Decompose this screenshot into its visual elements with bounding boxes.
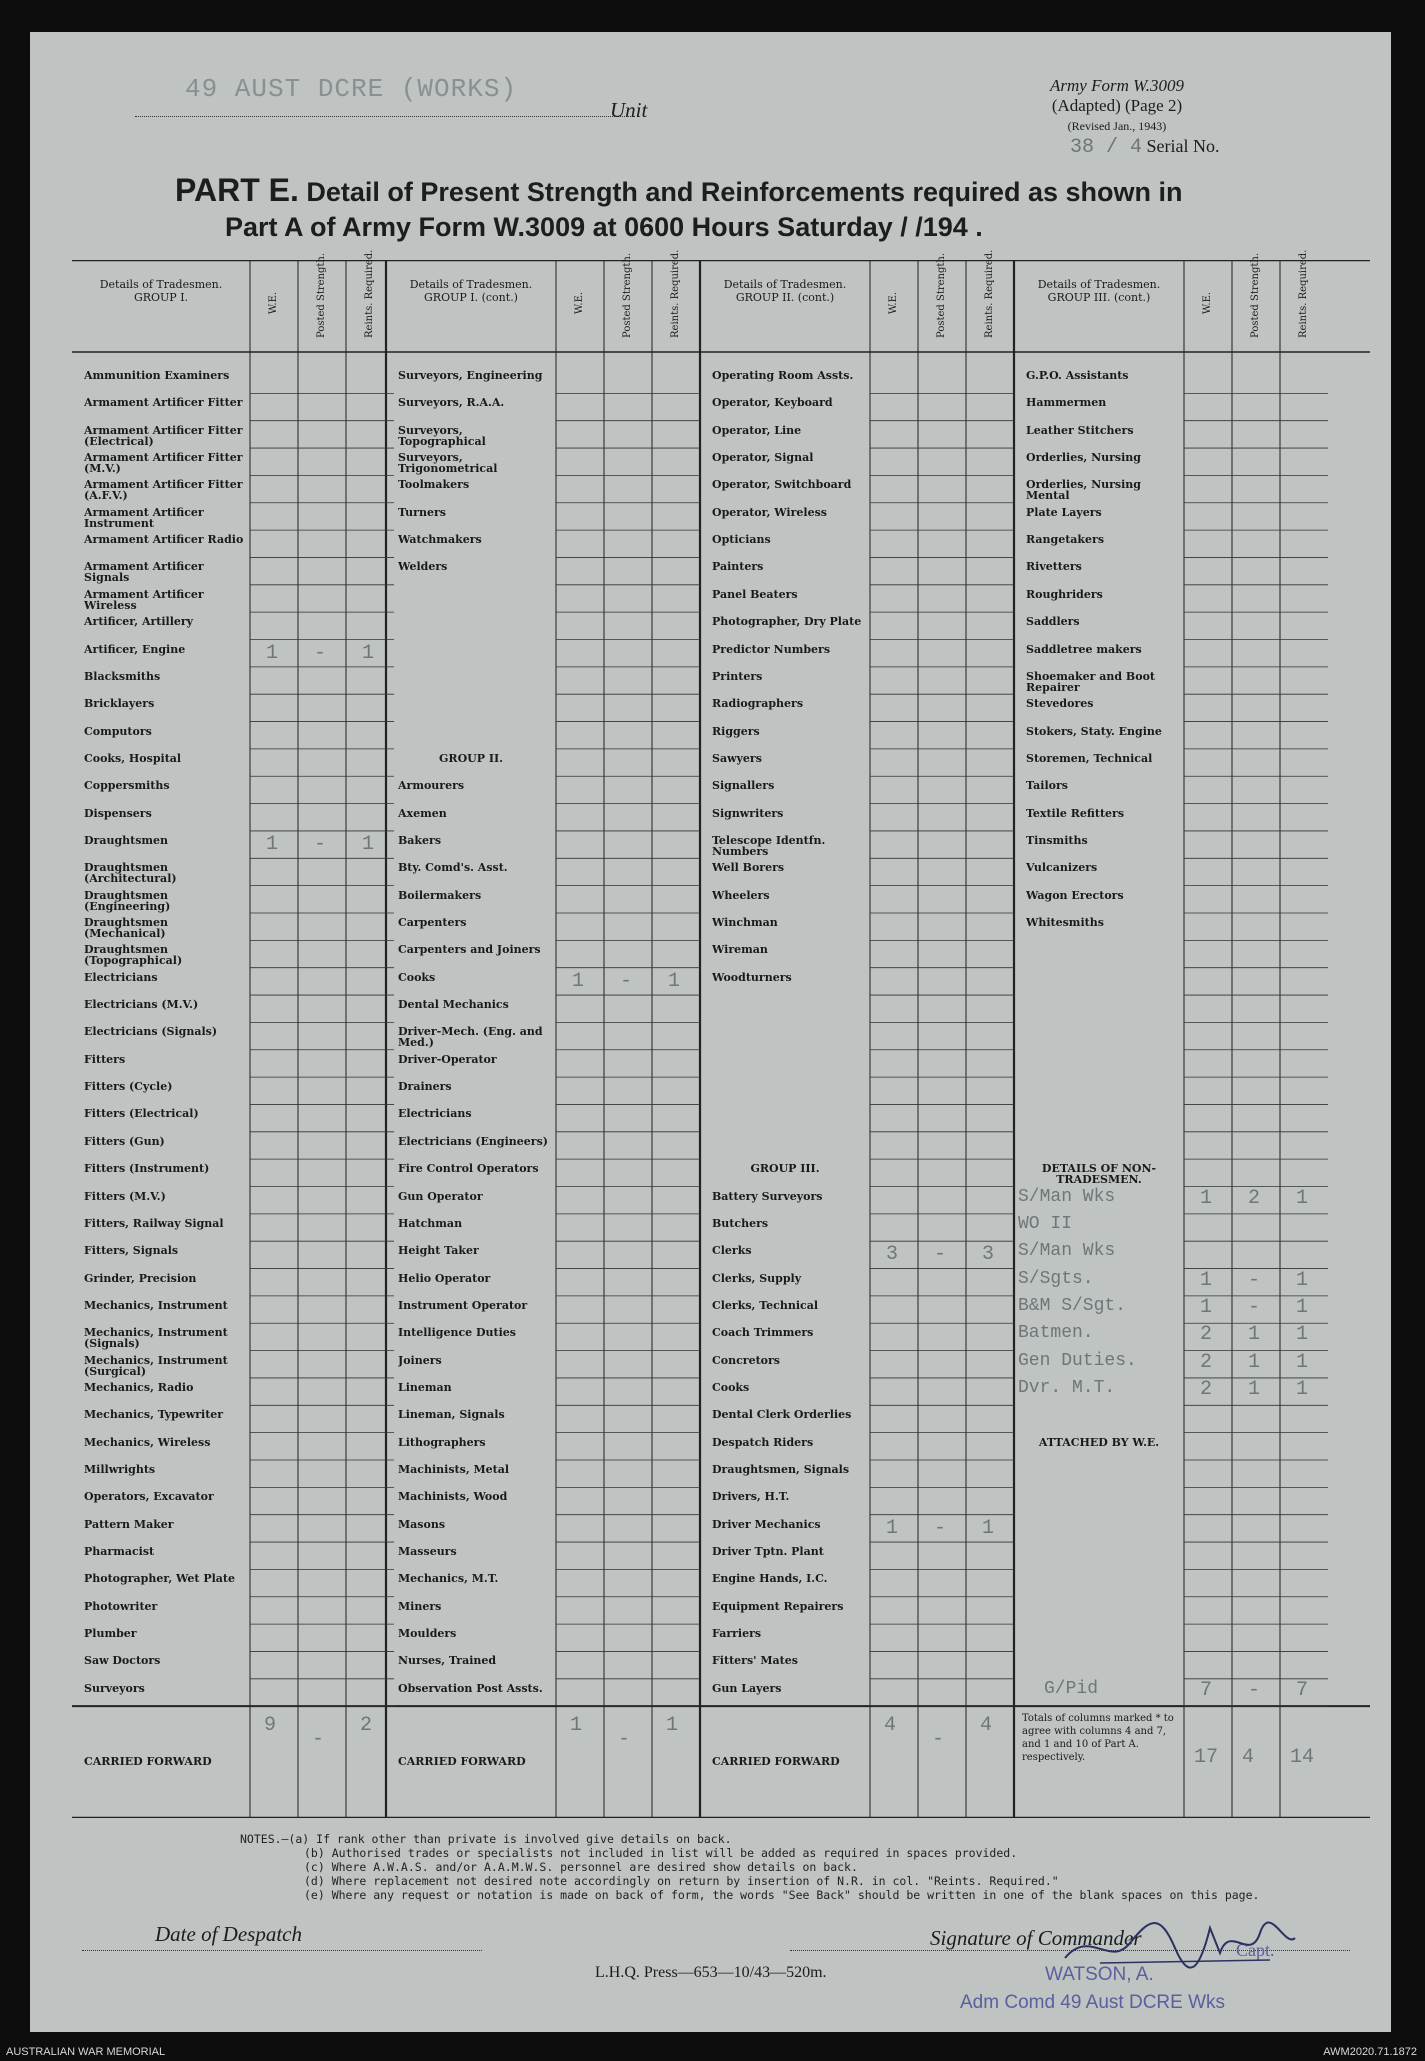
trade-row-label: Driver-Mech. (Eng. and Med.) [398, 1026, 543, 1050]
trade-row-label: Surveyors, R.A.A. [398, 397, 505, 410]
trade-row-label: Mechanics, Instrument (Surgical) [84, 1354, 228, 1378]
non-tradesman-value: 1 [1248, 1350, 1261, 1374]
trade-row-label: Battery Surveyors [712, 1190, 823, 1203]
trade-row-label: Farriers [712, 1628, 762, 1641]
typed-entry: - [314, 641, 327, 665]
unit-value: 49 AUST DCRE (WORKS) [185, 74, 518, 104]
trade-row-label: Cooks [398, 971, 436, 984]
non-tradesman-value: 1 [1296, 1268, 1309, 1292]
trade-row-label: Armament Artificer Fitter (M.V.) [84, 452, 243, 476]
trade-row-label: Rivetters [1026, 561, 1082, 574]
carried-forward-value: 1 [570, 1714, 583, 1738]
serial-value: 38 / 4 [1070, 136, 1143, 159]
non-tradesman-label: G/Pid [1044, 1678, 1099, 1699]
trade-row-label: Fire Control Operators [398, 1163, 539, 1176]
column-header-reints: Reints. Required. [984, 249, 995, 338]
trade-row-label: Axemen [398, 807, 447, 820]
trade-row-label: Miners [398, 1600, 442, 1613]
trade-row-label: Gun Layers [712, 1682, 782, 1695]
trade-row-label: Operator, Signal [712, 452, 814, 465]
typed-entry: 1 [668, 969, 681, 993]
trade-row-label: Observation Post Assts. [398, 1682, 543, 1695]
typed-entry: - [314, 832, 327, 856]
column-header-posted: Posted Strength. [316, 252, 327, 338]
column-header-reints: Reints. Required. [1298, 249, 1309, 338]
trade-row-label: Computors [84, 725, 152, 738]
carried-forward-value: 4 [980, 1714, 993, 1738]
trade-row-label: Joiners [398, 1354, 442, 1367]
signature-label: Signature of Commander [930, 1926, 1142, 1950]
trade-row-label: Fitters, Railway Signal [84, 1217, 224, 1230]
trade-row-label: Orderlies, Nursing Mental [1026, 479, 1141, 503]
printer-imprint: L.H.Q. Press—653—10/43—520m. [595, 1964, 827, 1981]
trade-row-label: Woodturners [712, 971, 792, 984]
archive-caption-left: AUSTRALIAN WAR MEMORIAL [6, 2046, 166, 2058]
form-number-block [1050, 76, 1184, 136]
trade-row-label: Intelligence Duties [398, 1327, 516, 1340]
typed-entry: 1 [362, 832, 375, 856]
column-group-header: Details of Tradesmen. GROUP II. (cont.) [723, 278, 847, 304]
trade-row-label: Driver Tptn. Plant [712, 1546, 824, 1559]
group-heading: ATTACHED BY W.E. [1038, 1436, 1160, 1449]
typed-entry: 1 [266, 832, 279, 856]
form-line-3: (Revised Jan., 1943) [1067, 119, 1167, 133]
non-tradesman-value: 1 [1248, 1377, 1261, 1401]
non-tradesman-value: 1 [1296, 1323, 1309, 1347]
trade-row-label: Whitesmiths [1026, 917, 1104, 929]
totals-note: Totals of columns marked * to agree with columns 4 and 7, and 1 and 10 of Part A. respectively. [1022, 1713, 1174, 1764]
typed-entry: 3 [886, 1243, 899, 1267]
trade-row-label: Operator, Keyboard [712, 397, 833, 410]
trade-row-label: Dental Mechanics [398, 999, 509, 1012]
non-tradesman-value: 1 [1200, 1295, 1213, 1319]
group-heading: GROUP II. [439, 752, 503, 765]
trade-row-label: Boilermakers [398, 889, 482, 902]
unit-label: Unit [610, 98, 648, 122]
trade-row-label: Storemen, Technical [1026, 752, 1153, 765]
trade-row-label: Dispensers [84, 807, 152, 820]
trade-row-label: Machinists, Metal [398, 1464, 510, 1476]
trade-row-label: Toolmakers [398, 479, 470, 492]
trade-row-label: Mechanics, Instrument (Signals) [84, 1327, 228, 1351]
title-line-2: Part A of Army Form W.3009 at 0600 Hours Saturday / /194 . [225, 212, 983, 242]
date-line [82, 1950, 482, 1951]
carried-forward-value: 9 [264, 1714, 277, 1738]
trade-row-label: Saddletree makers [1026, 643, 1142, 656]
trade-row-label: Draughtsmen (Engineering) [84, 889, 171, 913]
column-header-we: W.E. [888, 291, 899, 315]
trade-row-label: Mechanics, M.T. [398, 1573, 499, 1586]
non-tradesman-label: Dvr. M.T. [1018, 1377, 1116, 1398]
serial-label: Serial No. [1146, 136, 1220, 156]
trade-row-label: Lineman, Signals [398, 1409, 505, 1422]
title-text: Detail of Present Strength and Reinforcements required as shown in [298, 177, 1183, 207]
trade-row-label: Wheelers [712, 889, 770, 902]
trade-row-label: Driver Mechanics [712, 1518, 821, 1531]
trade-row-label: Artificer, Artillery [84, 616, 194, 629]
trade-row-label: Bricklayers [84, 698, 155, 711]
trade-row-label: Welders [398, 561, 448, 574]
trade-row-label: Gun Operator [398, 1190, 483, 1203]
trade-row-label: Electricians [84, 971, 158, 984]
trade-row-label: Wireman [712, 944, 768, 957]
non-tradesman-value: 2 [1248, 1186, 1261, 1210]
non-tradesman-value: 2 [1200, 1377, 1213, 1401]
trade-row-label: Electricians (M.V.) [84, 999, 199, 1012]
trade-row-label: Engine Hands, I.C. [712, 1573, 828, 1586]
typed-entry: 1 [572, 969, 585, 993]
trade-row-label: Armourers [398, 780, 465, 793]
typed-entry: 1 [982, 1516, 995, 1540]
trade-row-label: Predictor Numbers [712, 643, 831, 656]
trade-row-label: Carpenters and Joiners [398, 944, 541, 957]
trade-row-label: Printers [712, 670, 763, 683]
trade-row-label: Plate Layers [1026, 506, 1102, 519]
serial-number [1070, 136, 1220, 159]
trade-row-label: Well Borers [712, 862, 785, 875]
column-group-header: Details of Tradesmen. GROUP I. (cont.) [409, 278, 533, 304]
trade-row-label: Fitters (M.V.) [84, 1190, 166, 1203]
column-header-posted: Posted Strength. [1250, 252, 1261, 338]
trade-row-label: Roughriders [1026, 588, 1103, 601]
carried-forward-value: 1 [666, 1714, 679, 1738]
trade-row-label: Fitters (Gun) [84, 1135, 165, 1148]
trade-row-label: Clerks, Technical [712, 1299, 818, 1312]
carried-forward-total: 4 [1242, 1746, 1255, 1770]
trade-row-label: Drivers, H.T. [712, 1491, 790, 1504]
trade-row-label: Millwrights [84, 1464, 156, 1476]
trade-row-label: Stevedores [1026, 698, 1094, 711]
trade-row-label: Helio Operator [398, 1272, 491, 1285]
column-group-header: Details of Tradesmen. GROUP I. [99, 278, 223, 304]
note-e: (e) Where any request or notation is made on back of form, the words "See Back" should be written in one of the blank spaces on this page. [304, 1888, 1260, 1902]
trade-row-label: Vulcanizers [1026, 862, 1098, 875]
trade-row-label: Drainers [398, 1081, 452, 1094]
title-line-1 [175, 172, 1183, 209]
trade-row-label: Operator, Switchboard [712, 479, 852, 492]
trade-row-label: Armament Artificer Fitter [84, 397, 243, 410]
trade-row-label: Draughtsmen (Mechanical) [84, 917, 169, 940]
trade-row-label: Mechanics, Wireless [84, 1436, 211, 1449]
trade-row-label: Electricians (Signals) [84, 1026, 218, 1039]
trade-row-label: Draughtsmen, Signals [712, 1464, 850, 1476]
trade-row-label: G.P.O. Assistants [1026, 370, 1129, 382]
trade-row-label: Pattern Maker [84, 1518, 174, 1531]
typed-entry: 1 [362, 641, 375, 665]
column-group-header: Details of Tradesmen. GROUP III. (cont.) [1037, 278, 1161, 304]
typed-entry: - [620, 969, 633, 993]
non-tradesman-label: S/Sgts. [1018, 1268, 1094, 1289]
trade-row-label: Tinsmiths [1026, 834, 1088, 847]
trade-row-label: Dental Clerk Orderlies [712, 1409, 852, 1422]
trade-row-label: Masseurs [398, 1546, 457, 1559]
trade-row-label: Coppersmiths [84, 780, 170, 793]
trade-row-label: Masons [398, 1518, 446, 1531]
trade-row-label: Pharmacist [84, 1546, 155, 1559]
note-a: NOTES.—(a) If rank other than private is involved give details on back. [240, 1832, 732, 1846]
trade-row-label: Bakers [398, 834, 442, 847]
carried-forward-value: - [312, 1728, 325, 1752]
notes-block [240, 1832, 1259, 1902]
non-tradesman-value: - [1248, 1268, 1261, 1292]
trade-row-label: Clerks, Supply [712, 1272, 802, 1285]
trade-row-label: Lineman [398, 1381, 452, 1394]
trade-row-label: Signwriters [712, 807, 784, 820]
trade-row-label: Lithographers [398, 1436, 486, 1449]
trade-row-label: Coach Trimmers [712, 1327, 814, 1340]
trade-row-label: Draughtsmen (Topographical) [84, 944, 183, 968]
trade-row-label: Moulders [398, 1628, 457, 1641]
non-tradesman-label: S/Man Wks [1018, 1186, 1116, 1207]
trade-row-label: Operators, Excavator [84, 1491, 214, 1504]
group-heading: DETAILS OF NON-TRADESMEN. [1041, 1163, 1157, 1187]
trade-row-label: Saddlers [1026, 616, 1080, 629]
trade-row-label: Fitters (Cycle) [84, 1081, 173, 1094]
non-tradesman-value: - [1248, 1295, 1261, 1319]
carried-forward-value: 4 [884, 1714, 897, 1738]
non-tradesman-value: 1 [1248, 1323, 1261, 1347]
group-heading: GROUP III. [750, 1163, 820, 1176]
trade-row-label: Watchmakers [398, 534, 482, 547]
trade-row-label: Bty. Comd's. Asst. [398, 862, 508, 875]
trade-row-label: Stokers, Staty. Engine [1026, 725, 1162, 738]
rank-label: Capt. [1236, 1940, 1275, 1960]
trade-row-label: Artificer, Engine [84, 643, 186, 656]
trade-row-label: Sawyers [712, 752, 762, 765]
trade-row-label: Electricians (Engineers) [398, 1135, 548, 1148]
note-c: (c) Where A.W.A.S. and/or A.A.M.W.S. personnel are desired show details on back. [304, 1860, 858, 1874]
trade-row-label: Painters [712, 561, 764, 574]
note-b: (b) Authorised trades or specialists not included in list will be added as required in spaces provided. [304, 1846, 1018, 1860]
column-header-reints: Reints. Required. [364, 249, 375, 338]
non-tradesman-value: 7 [1296, 1678, 1309, 1702]
carried-forward-value: - [932, 1728, 945, 1752]
trade-row-label: Draughtsmen [84, 834, 169, 847]
trade-row-label: Draughtsmen (Architectural) [84, 862, 177, 886]
form-line-2: (Adapted) (Page 2) [1051, 96, 1183, 115]
trade-row-label: Despatch Riders [712, 1436, 814, 1449]
carried-forward-value: - [618, 1728, 631, 1752]
trade-row-label: Plumber [84, 1628, 137, 1641]
note-d: (d) Where replacement not desired note accordingly on return by insertion of N.R. in col. "Reints. Required." [304, 1874, 1059, 1888]
trade-row-label: Armament Artificer Fitter (Electrical) [84, 424, 243, 448]
non-tradesman-value: 1 [1296, 1295, 1309, 1319]
non-tradesman-label: B&M S/Sgt. [1018, 1295, 1127, 1316]
trade-row-label: Photographer, Dry Plate [712, 616, 862, 629]
unit-dotted-line [135, 116, 635, 117]
trade-row-label: Height Taker [398, 1245, 479, 1258]
non-tradesman-value: 1 [1296, 1377, 1309, 1401]
date-of-despatch-label: Date of Despatch [155, 1922, 302, 1946]
trade-row-label: Photowriter [84, 1600, 158, 1613]
carried-forward-value: 2 [360, 1714, 373, 1738]
trade-row-label: Winchman [712, 917, 778, 929]
typed-entry: 1 [266, 641, 279, 665]
trade-row-label: Concretors [712, 1354, 780, 1367]
trade-row-label: Blacksmiths [84, 670, 161, 683]
trade-row-label: Leather Stitchers [1026, 424, 1134, 437]
trade-row-label: Fitters' Mates [712, 1655, 798, 1668]
trade-row-label: Armament Artificer Wireless [84, 588, 204, 612]
trade-row-label: Signallers [712, 780, 775, 793]
stamp-appointment: Adm Comd 49 Aust DCRE Wks [960, 1992, 1226, 2013]
trade-row-label: Turners [398, 506, 446, 519]
trade-row-label: Surveyors, Engineering [398, 370, 543, 382]
trade-row-label: Mechanics, Typewriter [84, 1409, 224, 1422]
trade-row-label: Electricians [398, 1108, 472, 1121]
trade-row-label: Radiographers [712, 698, 804, 711]
archive-caption-right: AWM2020.71.1872 [1323, 2046, 1417, 2058]
trade-row-label: Riggers [712, 725, 760, 738]
non-tradesman-value: 1 [1296, 1350, 1309, 1374]
trade-row-label: Cooks [712, 1381, 750, 1394]
carried-forward-total: 17 [1194, 1746, 1219, 1770]
trade-row-label: Armament Artificer Fitter (A.F.V.) [84, 479, 243, 503]
non-tradesman-value: 1 [1200, 1268, 1213, 1292]
non-tradesman-value: 2 [1200, 1323, 1213, 1347]
form-line-1: Army Form W.3009 [1050, 76, 1184, 95]
non-tradesman-label: WO II [1018, 1213, 1073, 1234]
non-tradesman-value: 2 [1200, 1350, 1213, 1374]
column-header-we: W.E. [1202, 291, 1213, 315]
trade-row-label: Textile Refitters [1026, 807, 1125, 820]
trade-row-label: Surveyors [84, 1682, 145, 1695]
non-tradesman-value: 1 [1296, 1186, 1309, 1210]
trade-row-label: Telescope Identfn. Numbers [712, 834, 826, 858]
trade-row-label: Carpenters [398, 917, 467, 929]
trade-row-label: Fitters (Electrical) [84, 1108, 199, 1121]
trade-row-label: Instrument Operator [398, 1299, 528, 1312]
trade-row-label: Armament Artificer Signals [84, 561, 204, 585]
non-tradesman-label: S/Man Wks [1018, 1241, 1116, 1262]
trade-row-label: Mechanics, Radio [84, 1381, 194, 1394]
trade-row-label: Armament Artificer Instrument [84, 506, 204, 530]
trade-row-label: Fitters (Instrument) [84, 1163, 210, 1176]
stamp-name: WATSON, A. [1045, 1964, 1154, 1985]
trade-row-label: Armament Artificer Radio [84, 534, 244, 547]
trade-row-label: Wagon Erectors [1026, 889, 1124, 902]
trade-row-label: Operating Room Assts. [712, 370, 854, 382]
trade-row-label: Fitters, Signals [84, 1245, 179, 1258]
non-tradesman-value: - [1248, 1678, 1261, 1702]
trade-row-label: Equipment Repairers [712, 1600, 844, 1613]
trade-row-label: Cooks, Hospital [84, 752, 182, 765]
carried-forward-label: CARRIED FORWARD [84, 1756, 212, 1768]
trade-row-label: Machinists, Wood [398, 1491, 508, 1504]
trade-row-label: Surveyors, Topographical [398, 424, 486, 448]
trade-row-label: Opticians [712, 534, 771, 547]
non-tradesman-label: Batmen. [1018, 1323, 1094, 1344]
trade-row-label: Tailors [1026, 780, 1068, 793]
column-header-posted: Posted Strength. [622, 252, 633, 338]
trade-row-label: Photographer, Wet Plate [84, 1573, 236, 1586]
typed-entry: 1 [886, 1516, 899, 1540]
typed-entry: 3 [982, 1243, 995, 1267]
non-tradesman-label: Gen Duties. [1018, 1350, 1137, 1371]
trade-row-label: Clerks [712, 1245, 752, 1258]
trade-row-label: Shoemaker and Boot Repairer [1026, 670, 1155, 694]
trade-row-label: Panel Beaters [712, 588, 798, 601]
trade-row-label: Orderlies, Nursing [1026, 452, 1141, 465]
carried-forward-label: CARRIED FORWARD [712, 1756, 840, 1768]
carried-forward-label: CARRIED FORWARD [398, 1756, 526, 1768]
trade-row-label: Grinder, Precision [84, 1272, 197, 1285]
trade-row-label: Saw Doctors [84, 1655, 161, 1668]
typed-entry: - [934, 1243, 947, 1267]
trade-row-label: Fitters [84, 1053, 126, 1066]
column-header-we: W.E. [574, 291, 585, 315]
part-label: PART E. [175, 172, 299, 208]
trade-row-label: Operator, Wireless [712, 506, 827, 519]
carried-forward-total: 14 [1290, 1746, 1315, 1770]
trade-row-label: Hatchman [398, 1217, 463, 1230]
trade-row-label: Butchers [712, 1217, 769, 1230]
column-header-posted: Posted Strength. [936, 252, 947, 338]
trade-row-label: Driver-Operator [398, 1053, 497, 1066]
trade-row-label: Nurses, Trained [398, 1655, 497, 1668]
column-header-we: W.E. [268, 291, 279, 315]
non-tradesman-value: 7 [1200, 1678, 1213, 1702]
trade-row-label: Hammermen [1026, 397, 1107, 410]
trade-row-label: Rangetakers [1026, 534, 1105, 547]
typed-entry: - [934, 1516, 947, 1540]
non-tradesman-value: 1 [1200, 1186, 1213, 1210]
trade-row-label: Ammunition Examiners [84, 370, 230, 382]
trade-row-label: Mechanics, Instrument [84, 1299, 228, 1312]
trade-row-label: Surveyors, Trigonometrical [398, 452, 498, 476]
trade-row-label: Operator, Line [712, 424, 802, 437]
form-sheet [30, 32, 1391, 2032]
column-header-reints: Reints. Required. [670, 249, 681, 338]
